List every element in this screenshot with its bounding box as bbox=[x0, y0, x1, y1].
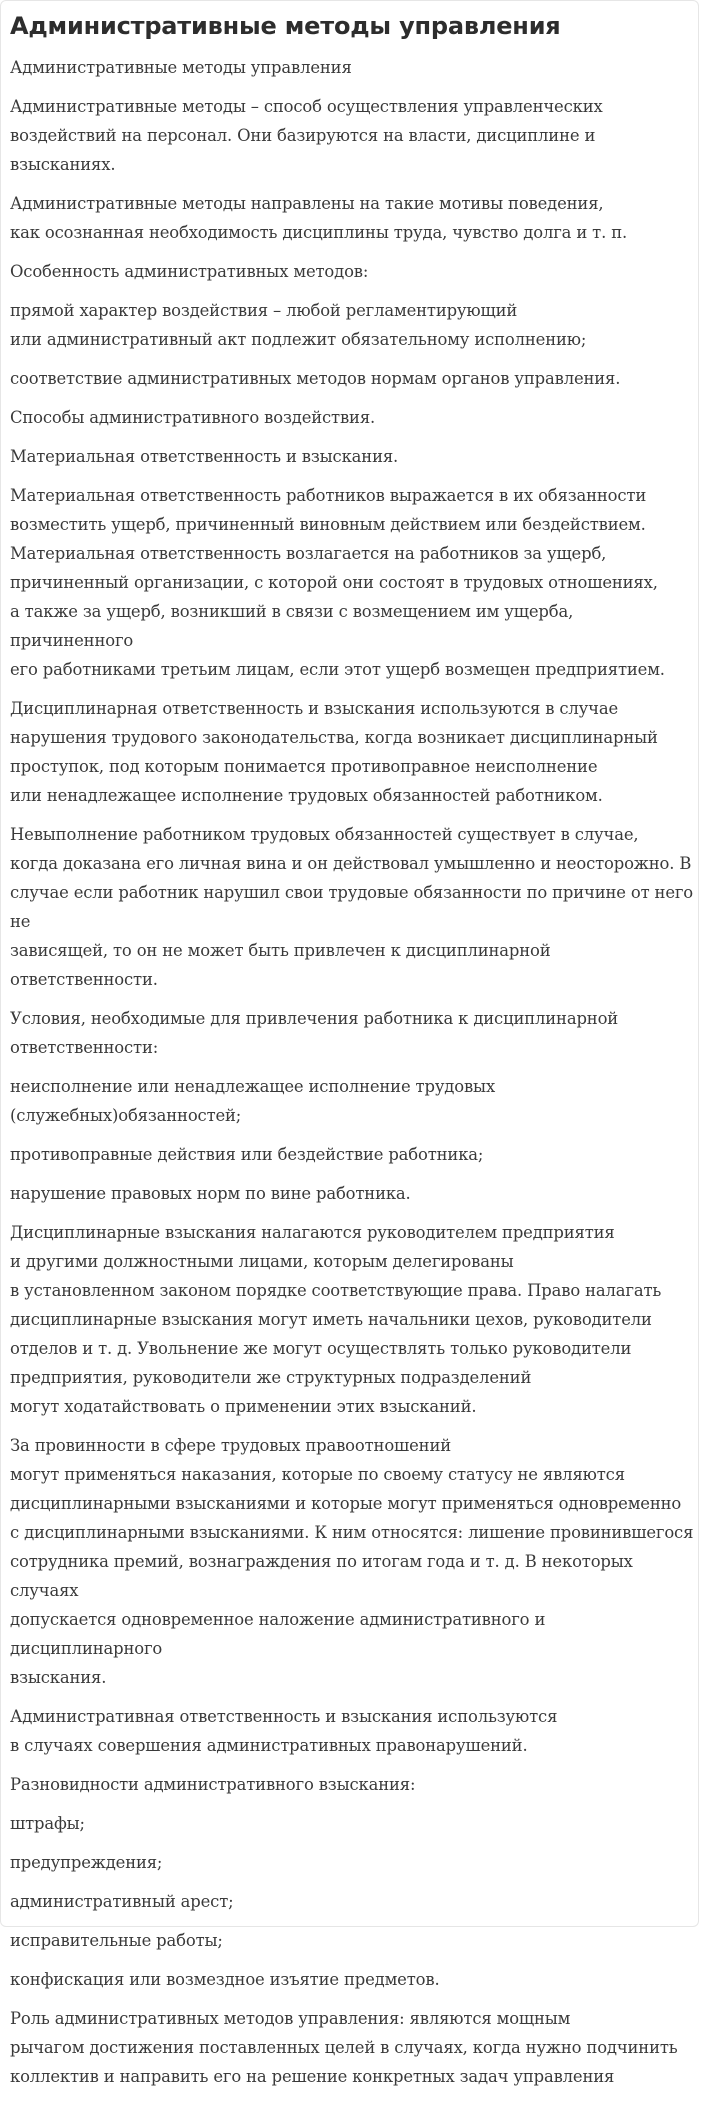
paragraph-nonperformance: Невыполнение работником трудовых обязанностей существует в случае, когда доказана его личная вина и он действовал умышленно и неосторожно. В случае если работник нарушил свои трудовые обязанности по причине от него не зависящей, то он не может быть привлечен к дисциплинарной ответственности. bbox=[10, 825, 694, 989]
paragraph-sanction-confiscation: конфискация или возмездное изъятие предметов. bbox=[10, 1970, 440, 1989]
paragraph-conditions-heading: Условия, необходимые для привлечения работника к дисциплинарной ответственности: bbox=[10, 1009, 619, 1057]
paragraph-sanction-correctional-work: исправительные работы; bbox=[10, 1931, 223, 1950]
paragraph-administrative-liability: Административная ответственность и взыскания используются в случаях совершения административных правонарушений. bbox=[10, 1707, 558, 1755]
paragraph-sanction-warnings: предупреждения; bbox=[10, 1853, 163, 1872]
article-content bbox=[10, 9, 696, 2101]
paragraph-features-heading: Особенность административных методов: bbox=[10, 262, 369, 281]
paragraph-sanction-types-heading: Разновидности административного взыскания: bbox=[10, 1775, 416, 1794]
paragraph-disciplinary-liability: Дисциплинарная ответственность и взыскания используются в случае нарушения трудового законодательства, когда возникает дисциплинарный проступок, под которым понимается противоправное неисполнение или ненадлежащее исполнение трудовых обязанностей работником. bbox=[10, 699, 658, 805]
paragraph-condition-unlawful: противоправные действия или бездействие работника; bbox=[10, 1145, 484, 1164]
paragraph-condition-nonperformance: неисполнение или ненадлежащее исполнение трудовых (служебных)обязанностей; bbox=[10, 1077, 496, 1125]
paragraph-material-heading: Материальная ответственность и взыскания. bbox=[10, 447, 399, 466]
paragraph-methods-heading: Способы административного воздействия. bbox=[10, 408, 376, 427]
paragraph-sanction-fines: штрафы; bbox=[10, 1814, 85, 1833]
paragraph-subtitle: Административные методы управления bbox=[10, 58, 352, 77]
paragraph-feature-compliance: соответствие административных методов нормам органов управления. bbox=[10, 369, 621, 388]
paragraph-definition: Административные методы – способ осуществления управленческих воздействий на персонал. Они базируются на власти, дисциплине и взысканиях. bbox=[10, 97, 603, 174]
paragraph-role: Роль административных методов управления: являются мощным рычагом достижения поставленных целей в случаях, когда нужно подчинить коллектив и направить его на решение конкретных задач управления bbox=[10, 2009, 678, 2086]
article-title: Административные методы управления bbox=[10, 12, 561, 40]
paragraph-condition-violation: нарушение правовых норм по вине работника. bbox=[10, 1184, 411, 1203]
paragraph-sanction-arrest: административный арест; bbox=[10, 1892, 234, 1911]
paragraph-motives: Административные методы направлены на такие мотивы поведения, как осознанная необходимость дисциплины труда, чувство долга и т. п. bbox=[10, 194, 628, 242]
paragraph-disciplinary-sanctions: Дисциплинарные взыскания налагаются руководителем предприятия и другими должностными лицами, которым делегированы в установленном законом порядке соответствующие права. Право налагать дисциплинарные взыскания могут иметь начальники цехов, руководители отделов и т. д. Увольнение же могут осуществлять только руководители предприятия, руководители же структурных подразделений могут ходатайствовать о применении этих взысканий. bbox=[10, 1223, 662, 1416]
paragraph-feature-direct: прямой характер воздействия – любой регламентирующий или административный акт подлежит обязательному исполнению; bbox=[10, 301, 587, 349]
paragraph-misconduct: За провинности в сфере трудовых правоотношений могут применяться наказания, которые по своему статусу не являются дисциплинарными взысканиями и которые могут применяться одновременно с дисциплинарными взысканиями. К ним относятся: лишение провинившегося сотрудника премий, вознаграждения по итогам года и т. д. В некоторых случаях допускается одновременное наложение административного и дисциплинарного взыскания. bbox=[10, 1436, 694, 1687]
paragraph-material-liability: Материальная ответственность работников выражается в их обязанности возместить ущерб, причиненный виновным действием или бездействием. Материальная ответственность возлагается на работников за ущерб, причиненный организации, с которой они состоят в трудовых отношениях, а также за ущерб, возникший в связи с возмещением им ущерба, причиненного его работниками третьим лицам, если этот ущерб возмещен предприятием. bbox=[10, 486, 665, 679]
